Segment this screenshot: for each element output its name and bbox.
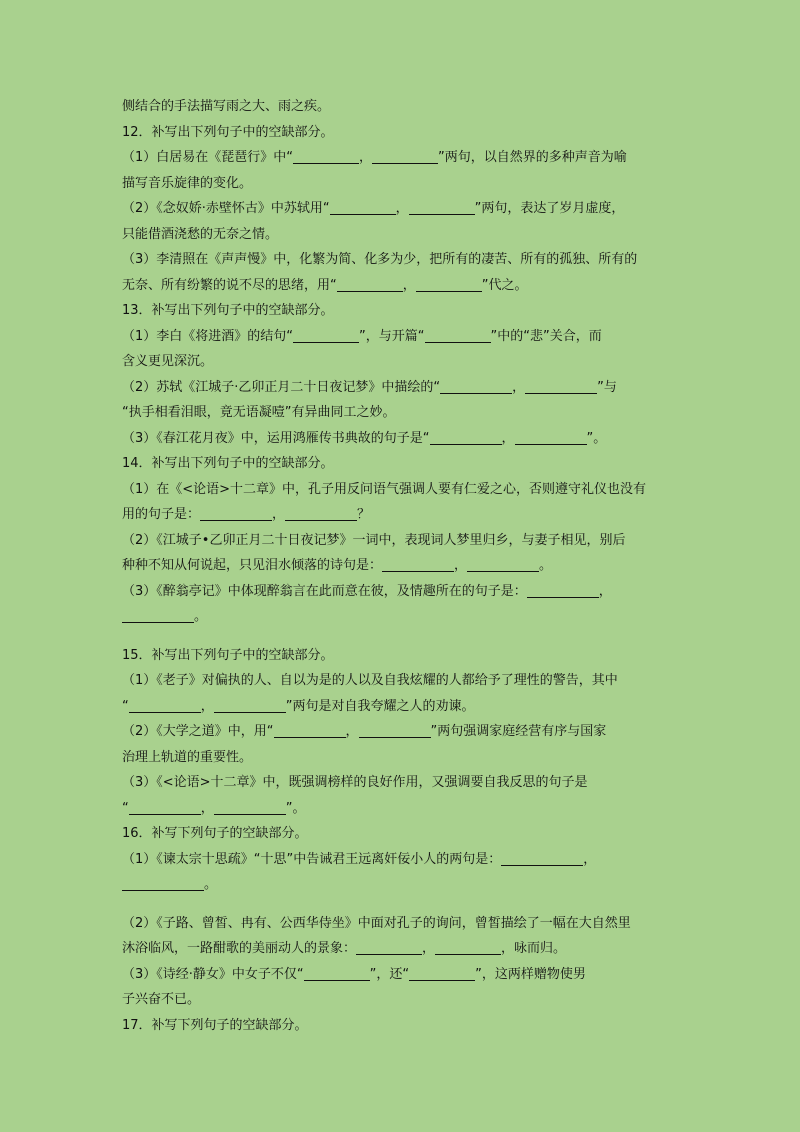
answer-blank[interactable] [416,276,482,292]
answer-blank[interactable] [425,327,491,343]
text-line: 侧结合的手法描写雨之大、雨之疾。 [122,99,331,114]
answer-blank[interactable] [501,850,583,866]
answer-blank[interactable] [430,429,502,445]
question-15-heading: 15．补写出下列句子中的空缺部分。 [122,647,334,663]
text-line: 描写音乐旋律的变化。 [122,175,253,191]
text-line: （2）苏轼《江城子·乙卯正月二十日夜记梦》中描绘的“ ， ”与 [122,379,617,395]
document-body [122,94,682,1038]
text-line: 含义更见深沉。 [122,354,214,369]
text-line: “ ， ”两句是对自我夸耀之人的劝谏。 [122,698,475,714]
question-12-heading: 12．补写出下列句子中的空缺部分。 [122,124,334,140]
answer-blank[interactable] [293,148,359,164]
answer-blank[interactable] [435,939,501,955]
text-line: 。 [122,872,682,898]
text-line: “ ， ”。 [122,800,306,816]
text-line: 种种不知从何说起，只见泪水倾落的诗句是： ， 。 [122,558,553,573]
text-line: 用的句子是： ， ？ [122,507,371,522]
text-line: 。 [122,604,682,630]
answer-blank[interactable] [293,327,359,343]
text-line: （3）《醉翁亭记》中体现醉翁言在此而意在彼，及情趣所在的句子是： ， [122,583,612,599]
text-line: （2）《念奴娇·赤壁怀古》中苏轼用“ ， ”两句，表达了岁月虚度， [122,201,625,216]
text-line: （2）《大学之道》中，用“ ， ”两句强调家庭经营有序与国家 [122,724,607,739]
text-line: “执手相看泪眼，竟无语凝噎”有异曲同工之妙。 [122,405,396,420]
answer-blank[interactable] [274,722,346,738]
text-line: （1）在《<论语>十二章》中，孔子用反问语气强调人要有仁爱之心，否则遵守礼仪也没有 [122,481,647,497]
text-line: 沐浴临风，一路酣歌的美丽动人的景象： ， ，咏而归。 [122,941,567,956]
text-line: （1）《谏太宗十思疏》“十思”中告诫君王远离奸佞小人的两句是： ， [122,851,597,867]
spacer [122,630,682,643]
text-line: （1）白居易在《琵琶行》中“ ， ”两句，以自然界的多种声音为喻 [122,150,627,165]
text-line: 无奈、所有纷繁的说不尽的思绪，用“ ， ”代之。 [122,277,528,293]
answer-blank[interactable] [304,965,370,981]
answer-blank[interactable] [285,505,357,521]
answer-blank[interactable] [527,582,599,598]
question-16-heading: 16．补写下列句子的空缺部分。 [122,826,308,841]
answer-blank[interactable] [129,697,201,713]
question-13-heading: 13．补写出下列句子中的空缺部分。 [122,303,334,318]
answer-blank[interactable] [467,556,539,572]
answer-blank[interactable] [525,378,597,394]
text-line: （2）《江城子•乙卯正月二十日夜记梦》一词中，表现词人梦里归乡，与妻子相见，别后 [122,532,626,548]
answer-blank[interactable] [440,378,512,394]
answer-blank[interactable] [337,276,403,292]
text-line: （3）李清照在《声声慢》中，化繁为简、化多为少，把所有的凄苦、所有的孤独、所有的 [122,252,638,267]
spacer [122,898,682,911]
answer-blank[interactable] [359,722,431,738]
answer-blank[interactable] [200,505,272,521]
answer-blank[interactable] [214,799,286,815]
answer-blank[interactable] [122,607,194,623]
text-line: （1）李白《将进酒》的结句“ ”，与开篇“ ”中的“悲”关合，而 [122,328,602,344]
question-17-heading: 17．补写下列句子的空缺部分。 [122,1017,308,1033]
text-line: （3）《诗经·静女》中女子不仅“ ”，还“ ”，这两样赠物使男 [122,966,586,982]
answer-blank[interactable] [129,799,201,815]
question-14-heading: 14．补写出下列句子中的空缺部分。 [122,456,334,471]
answer-blank[interactable] [409,199,475,215]
text-line: （3）《<论语>十二章》中，既强调榜样的良好作用，又强调要自我反思的句子是 [122,775,588,790]
answer-blank[interactable] [122,875,204,891]
text-line: 治理上轨道的重要性。 [122,749,253,765]
answer-blank[interactable] [409,965,475,981]
answer-blank[interactable] [330,199,396,215]
text-line: （3）《春江花月夜》中，运用鸿雁传书典故的句子是“ ， ”。 [122,430,607,446]
text-line: （1）《老子》对偏执的人、自以为是的人以及自我炫耀的人都给予了理性的警告，其中 [122,673,618,688]
answer-blank[interactable] [372,148,438,164]
text-line: 只能借酒浇愁的无奈之情。 [122,226,279,242]
text-line: （2）《子路、曾皙、冉有、公西华侍坐》中面对孔子的询问，曾皙描绘了一幅在大自然里 [122,915,631,931]
text-line: 子兴奋不已。 [122,992,201,1007]
answer-blank[interactable] [515,429,587,445]
answer-blank[interactable] [382,556,454,572]
answer-blank[interactable] [214,697,286,713]
answer-blank[interactable] [356,939,422,955]
